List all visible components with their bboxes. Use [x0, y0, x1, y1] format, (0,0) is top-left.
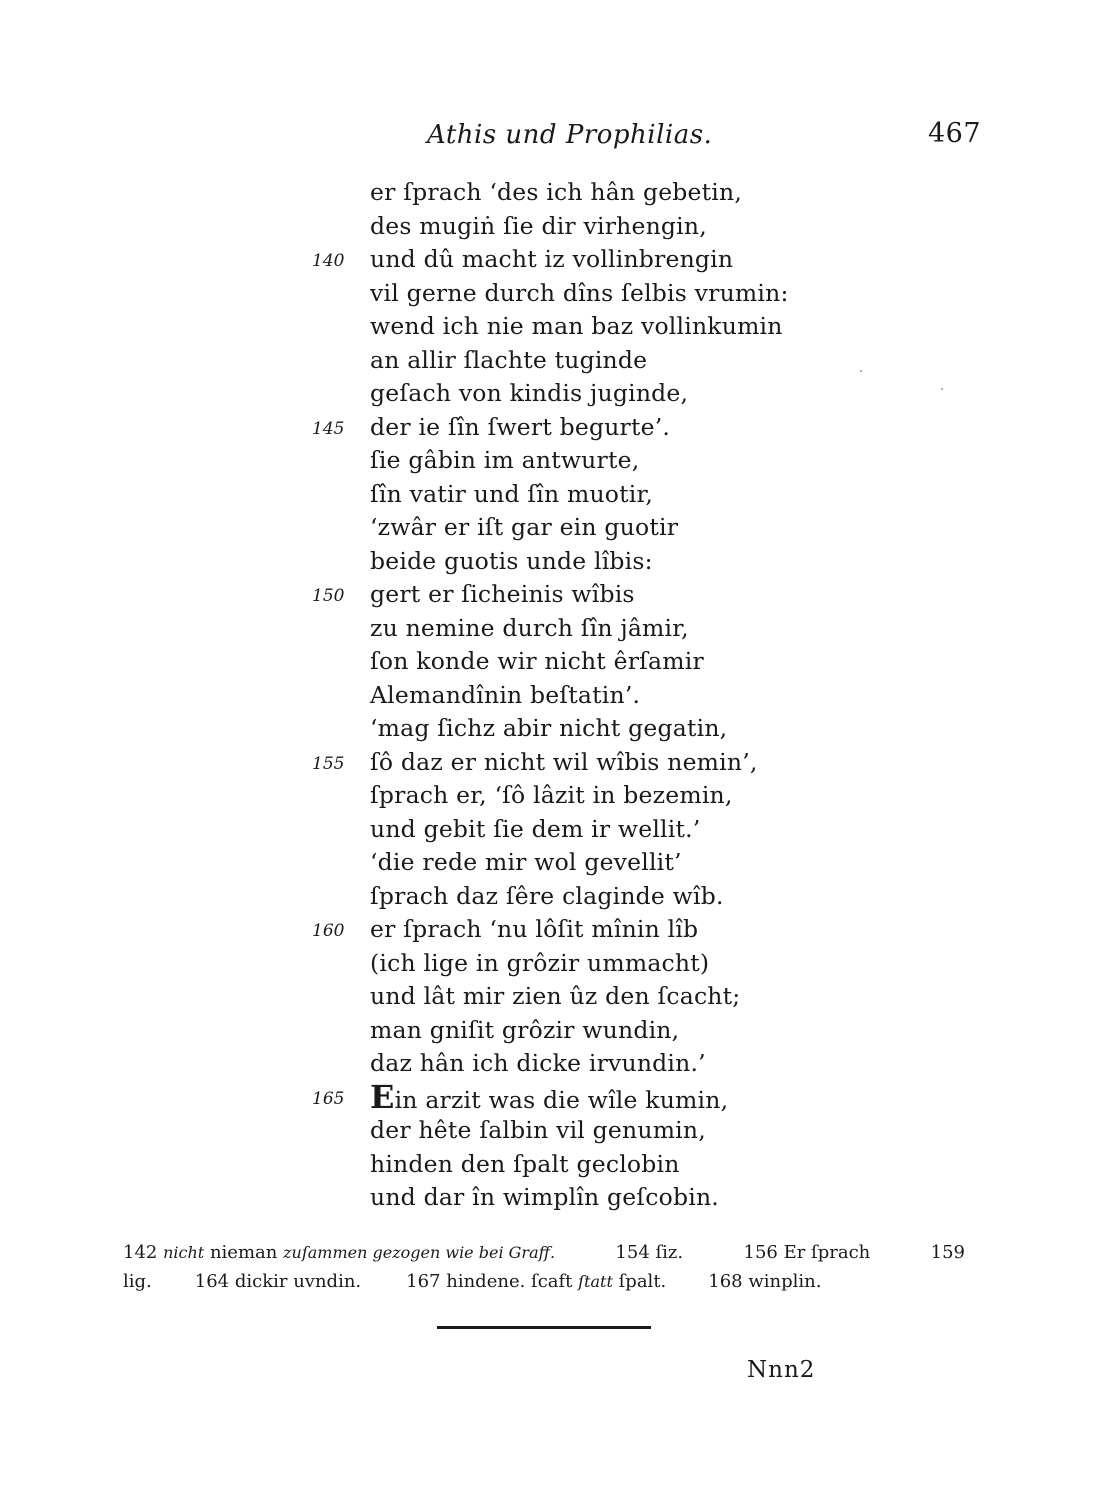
line-number: 140	[312, 251, 345, 271]
verse-text	[370, 679, 640, 713]
verse-line	[0, 612, 1100, 646]
verse-line	[0, 511, 1100, 545]
footnote-164: 164 dickir uvndin.	[194, 1271, 362, 1292]
verse-text-body: ‘die rede mir wol gevellit’	[370, 848, 682, 876]
verse-line	[0, 411, 1100, 445]
verse-text-body: ſie gâbin im antwurte,	[370, 446, 640, 474]
verse-line	[0, 645, 1100, 679]
footnote-167: 167 hindene. ſcaft ſtatt ſpalt.	[406, 1271, 667, 1292]
verse-text-body: der ie ſîn ſwert begurte’.	[370, 412, 671, 441]
verse-line	[0, 176, 1100, 210]
verse-line	[0, 1114, 1100, 1148]
paper-speck	[860, 370, 862, 372]
verse-line	[0, 712, 1100, 746]
verse-text	[370, 243, 733, 277]
verse-text	[370, 846, 682, 880]
verse-text	[370, 712, 727, 746]
verse-text-body: wend ich nie man baz vollinkumin	[370, 312, 783, 340]
verse-block	[0, 176, 1100, 1215]
verse-line	[0, 444, 1100, 478]
running-title: Athis und Prophilias.	[427, 120, 713, 150]
initial-letter: E	[370, 1077, 395, 1116]
verse-text-body: an allir ſlachte tuginde	[370, 345, 648, 374]
verse-text	[370, 813, 700, 847]
verse-line	[0, 1181, 1100, 1215]
verse-text-body: er ſprach ‘des ich hân gebetin,	[370, 178, 743, 206]
footnote-line	[123, 1267, 965, 1296]
verse-text-body: gert er ſicheinis wîbis	[370, 580, 635, 608]
verse-text-body: und gebit ſie dem ir wellit.’	[370, 814, 701, 843]
paper-speck	[941, 388, 943, 390]
verse-line	[0, 377, 1100, 411]
line-number: 165	[312, 1088, 345, 1109]
footnote-159: 159	[930, 1242, 965, 1263]
verse-text-body: geſach von kindis juginde,	[370, 379, 689, 407]
verse-text-body: des mugiṅ ſie dir virhengin,	[370, 211, 707, 240]
verse-line	[0, 1014, 1100, 1048]
divider-rule	[437, 1326, 651, 1329]
verse-text	[370, 210, 707, 244]
verse-text-body: vil gerne durch dîns ſelbis vrumin:	[370, 278, 789, 307]
verse-line	[0, 980, 1100, 1014]
verse-text	[370, 1114, 706, 1148]
verse-text-body: man gniſit grôzir wundin,	[370, 1015, 680, 1044]
verse-text-body: beide guotis unde lîbis:	[370, 546, 653, 575]
verse-line	[0, 344, 1100, 378]
verse-text	[370, 779, 733, 813]
verse-text	[370, 511, 678, 545]
verse-text-body: ‘zwâr er iſt gar ein guotir	[370, 513, 679, 541]
verse-line	[0, 1047, 1100, 1081]
footnote-142: 142 nicht nieman zuſammen gezogen wie bei Graff.	[123, 1242, 556, 1263]
verse-line	[0, 243, 1100, 277]
footnotes	[123, 1238, 965, 1296]
verse-line	[0, 545, 1100, 579]
verse-text-body: ſô daz er nicht wil wîbis nemin’,	[370, 747, 758, 776]
page-number: 467	[928, 118, 982, 149]
verse-text	[370, 612, 689, 646]
printer-signature: Nnn2	[747, 1357, 816, 1383]
footnote-159-cont: lig.	[123, 1271, 152, 1292]
verse-text	[370, 1047, 706, 1081]
verse-text-body: Alemandînin beſtatin’.	[370, 680, 641, 709]
verse-text	[370, 377, 688, 411]
verse-text-body: in arzit was die wîle kumin,	[394, 1085, 729, 1114]
verse-line	[0, 578, 1100, 612]
footnote-168: 168 winplin.	[708, 1271, 822, 1292]
verse-text	[370, 277, 789, 311]
verse-line	[0, 210, 1100, 244]
verse-text-body: ſon konde wir nicht êrſamir	[370, 647, 704, 675]
verse-line	[0, 310, 1100, 344]
verse-text-body: zu nemine durch ſîn jâmir,	[370, 613, 689, 642]
footnote-154: 154 ſiz.	[615, 1242, 684, 1263]
verse-text	[370, 578, 635, 612]
verse-text-body: und dû macht iz vollinbrengin	[370, 245, 734, 273]
line-number: 145	[312, 418, 345, 439]
verse-text	[370, 645, 704, 679]
verse-line	[0, 679, 1100, 713]
verse-text	[370, 1077, 729, 1118]
verse-text	[370, 310, 783, 344]
verse-text	[370, 1014, 679, 1048]
verse-text-body: ‘mag ſichz abir nicht gegatin,	[370, 714, 728, 742]
verse-text-body: und dar în wimplîn geſcobin.	[370, 1183, 719, 1211]
verse-text-body: hinden den ſpalt geclobin	[370, 1149, 680, 1178]
verse-text	[370, 746, 758, 780]
verse-text-body: und lât mir zien ûz den ſcacht;	[370, 982, 741, 1010]
line-number: 150	[312, 586, 345, 606]
verse-text-body: (ich lige in grôzir ummacht)	[370, 948, 710, 977]
verse-line	[0, 880, 1100, 914]
verse-text	[370, 411, 670, 445]
verse-text	[370, 176, 742, 210]
verse-text-body: ſprach daz ſêre claginde wîb.	[370, 881, 724, 910]
verse-line	[0, 478, 1100, 512]
verse-text	[370, 344, 647, 378]
verse-text	[370, 880, 724, 914]
verse-text-body: der hête ſalbin vil genumin,	[370, 1116, 706, 1144]
verse-line	[0, 746, 1100, 780]
verse-line	[0, 846, 1100, 880]
verse-text-body: ſprach er, ‘ſô lâzit in bezemin,	[370, 781, 733, 809]
line-number: 155	[312, 753, 345, 774]
verse-text-body: ſîn vatir und ſîn muotir,	[370, 479, 654, 508]
verse-text-body: daz hân ich dicke irvundin.’	[370, 1049, 706, 1077]
verse-text	[370, 1181, 719, 1215]
footnote-line	[123, 1238, 965, 1267]
verse-text	[370, 913, 698, 947]
verse-text	[370, 980, 740, 1014]
verse-line	[0, 277, 1100, 311]
verse-line	[0, 779, 1100, 813]
verse-line	[0, 1148, 1100, 1182]
verse-text	[370, 444, 639, 478]
verse-text-body: er ſprach ‘nu lôſit mînin lîb	[370, 915, 699, 943]
verse-text	[370, 478, 653, 512]
footnote-156: 156 Er ſprach	[743, 1242, 871, 1263]
line-number: 160	[312, 921, 345, 941]
verse-text	[370, 947, 709, 981]
verse-line	[0, 813, 1100, 847]
verse-text	[370, 1148, 680, 1182]
verse-text	[370, 545, 653, 579]
verse-line	[0, 1077, 1100, 1116]
verse-line	[0, 913, 1100, 947]
verse-line	[0, 947, 1100, 981]
